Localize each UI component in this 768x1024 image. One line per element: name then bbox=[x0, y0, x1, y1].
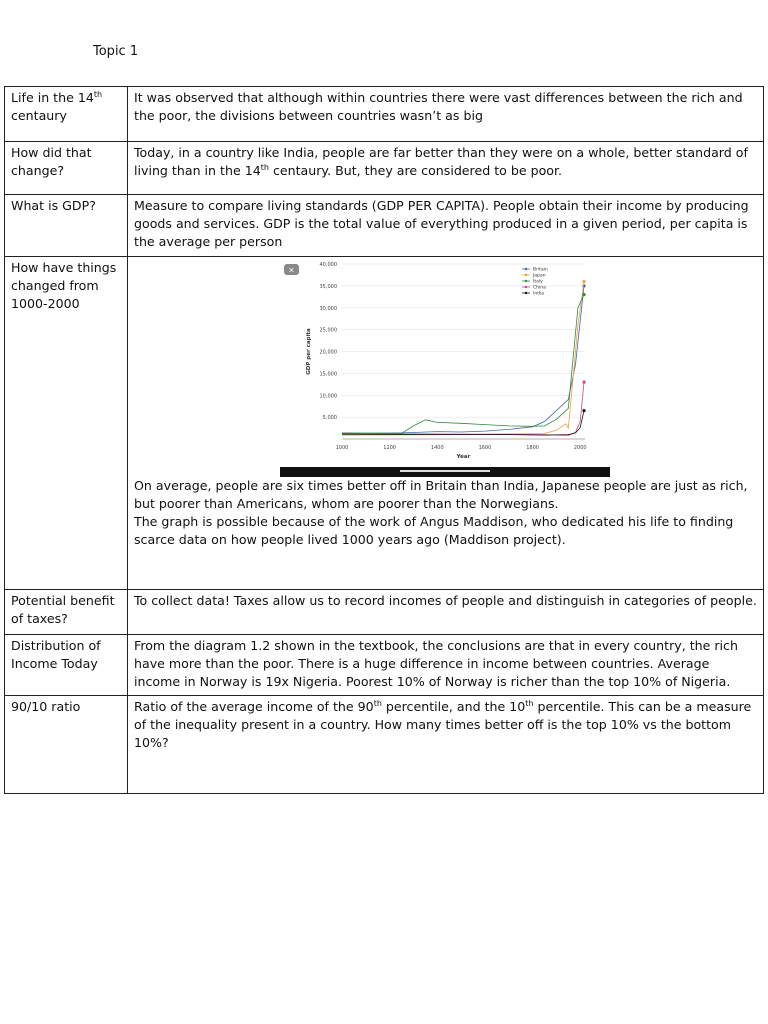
question-cell bbox=[5, 87, 128, 142]
table-row bbox=[5, 195, 764, 257]
gdp-per-capita-chart bbox=[280, 259, 610, 477]
question-cell bbox=[5, 635, 128, 696]
y-tick-label: 25,000 bbox=[319, 327, 337, 334]
legend-entry: China bbox=[533, 285, 546, 291]
legend-entry: Italy bbox=[533, 279, 543, 285]
table-row bbox=[5, 257, 764, 590]
x-tick-label: 1600 bbox=[478, 445, 492, 451]
question-cell bbox=[5, 696, 128, 794]
legend-marker bbox=[525, 274, 527, 276]
question-text: How did that change? bbox=[11, 145, 92, 178]
answer-cell bbox=[128, 195, 764, 257]
y-tick-label: 40,000 bbox=[319, 262, 337, 268]
x-tick-label: 1200 bbox=[383, 445, 397, 451]
y-tick-label: 15,000 bbox=[319, 371, 337, 378]
question-cell bbox=[5, 195, 128, 257]
question-text: 90/10 ratio bbox=[11, 699, 81, 714]
answer-text: On average, people are six times better off in Britain than India, Japanese people are just as rich, but poorer than Americans, whom are poorer than the Norwegians. bbox=[134, 478, 748, 511]
question-text: centaury bbox=[11, 108, 67, 123]
x-tick-label: 1800 bbox=[526, 445, 539, 451]
answer-text: Measure to compare living standards (GDP PER CAPITA). People obtain their income by producing goods and services. GDP is the total value of everything produced in a given period, per capita is the average per person bbox=[134, 198, 749, 249]
gdp-chart-image bbox=[280, 259, 610, 477]
superscript: th bbox=[373, 698, 382, 708]
y-tick-label: 30,000 bbox=[319, 305, 337, 312]
question-text: Life in the 14 bbox=[11, 90, 94, 105]
answer-text: To collect data! Taxes allow us to record incomes of people and distinguish in categories of people. bbox=[134, 593, 757, 608]
page-topic-title: Topic 1 bbox=[93, 44, 139, 59]
close-icon: × bbox=[288, 265, 295, 275]
question-cell bbox=[5, 257, 128, 590]
answer-cell bbox=[128, 142, 764, 195]
superscript: th bbox=[93, 89, 103, 99]
table-row bbox=[5, 696, 764, 794]
legend-entry: Japan bbox=[533, 273, 546, 279]
series-endpoint-italy bbox=[582, 293, 585, 296]
question-text: Potential benefit of taxes? bbox=[11, 593, 115, 626]
question-text: What is GDP? bbox=[11, 198, 96, 213]
table-row bbox=[5, 635, 764, 696]
question-cell bbox=[5, 142, 128, 195]
x-tick-label: 2000 bbox=[573, 445, 587, 451]
legend-marker bbox=[525, 280, 527, 282]
x-tick-label: 1000 bbox=[335, 445, 349, 451]
series-endpoint-japan bbox=[582, 280, 585, 283]
legend-marker bbox=[525, 268, 527, 270]
question-text: How have things changed from 1000-2000 bbox=[11, 260, 117, 311]
image-scroll-indicator bbox=[400, 470, 490, 472]
legend-marker bbox=[525, 286, 527, 288]
question-cell bbox=[5, 590, 128, 635]
answer-cell bbox=[128, 696, 764, 794]
y-tick-label: 5,000 bbox=[322, 415, 337, 422]
answer-cell bbox=[128, 87, 764, 142]
legend-entry: India bbox=[533, 291, 545, 297]
table-row bbox=[5, 590, 764, 635]
answer-text: It was observed that although within countries there were vast differences between the rich and the poor, the divisions between countries wasn’t as big bbox=[134, 90, 743, 123]
question-text: Distribution of Income Today bbox=[11, 638, 101, 671]
y-tick-label: 35,000 bbox=[319, 283, 337, 290]
superscript: th bbox=[260, 162, 269, 172]
legend-entry: Britain bbox=[533, 267, 548, 273]
answer-text: centaury. But, they are considered to be poor. bbox=[268, 163, 563, 178]
series-endpoint-india bbox=[582, 409, 585, 412]
x-axis-label: Year bbox=[456, 454, 471, 460]
superscript: th bbox=[525, 698, 534, 708]
answer-cell bbox=[128, 257, 764, 590]
answer-text: From the diagram 1.2 shown in the textbook, the conclusions are that in every country, the rich have more than the poor. There is a huge difference in income between countries. Average income in Norway is 19x Nigeria. Poorest 10% of Norway is richer than the top 10% of Nigeria. bbox=[134, 638, 738, 689]
answer-text: Ratio of the average income of the 90 bbox=[134, 699, 374, 714]
answer-cell bbox=[128, 635, 764, 696]
x-tick-label: 1400 bbox=[430, 445, 444, 451]
legend-marker bbox=[525, 292, 527, 294]
answer-text: The graph is possible because of the work of Angus Maddison, who dedicated his life to finding scarce data on how people lived 1000 years ago (Maddison project). bbox=[134, 514, 734, 547]
y-axis-label: GDP per capita bbox=[306, 328, 312, 375]
y-tick-label: 10,000 bbox=[319, 393, 337, 400]
answer-text: percentile, and the 10 bbox=[381, 699, 526, 714]
chart-background bbox=[280, 259, 610, 477]
table-row bbox=[5, 87, 764, 142]
answer-text: percentile. This can be a measure of the inequality present in a country. How many times better off is the top 10% vs the bottom 10%? bbox=[134, 699, 752, 750]
notes-table bbox=[4, 86, 764, 794]
answer-cell bbox=[128, 590, 764, 635]
y-tick-label: 20,000 bbox=[319, 349, 337, 356]
table-row bbox=[5, 142, 764, 195]
series-endpoint-china bbox=[582, 381, 585, 384]
answer-text: Today, in a country like India, people are far better than they were on a whole, better standard of living than in the 14 bbox=[134, 145, 748, 178]
